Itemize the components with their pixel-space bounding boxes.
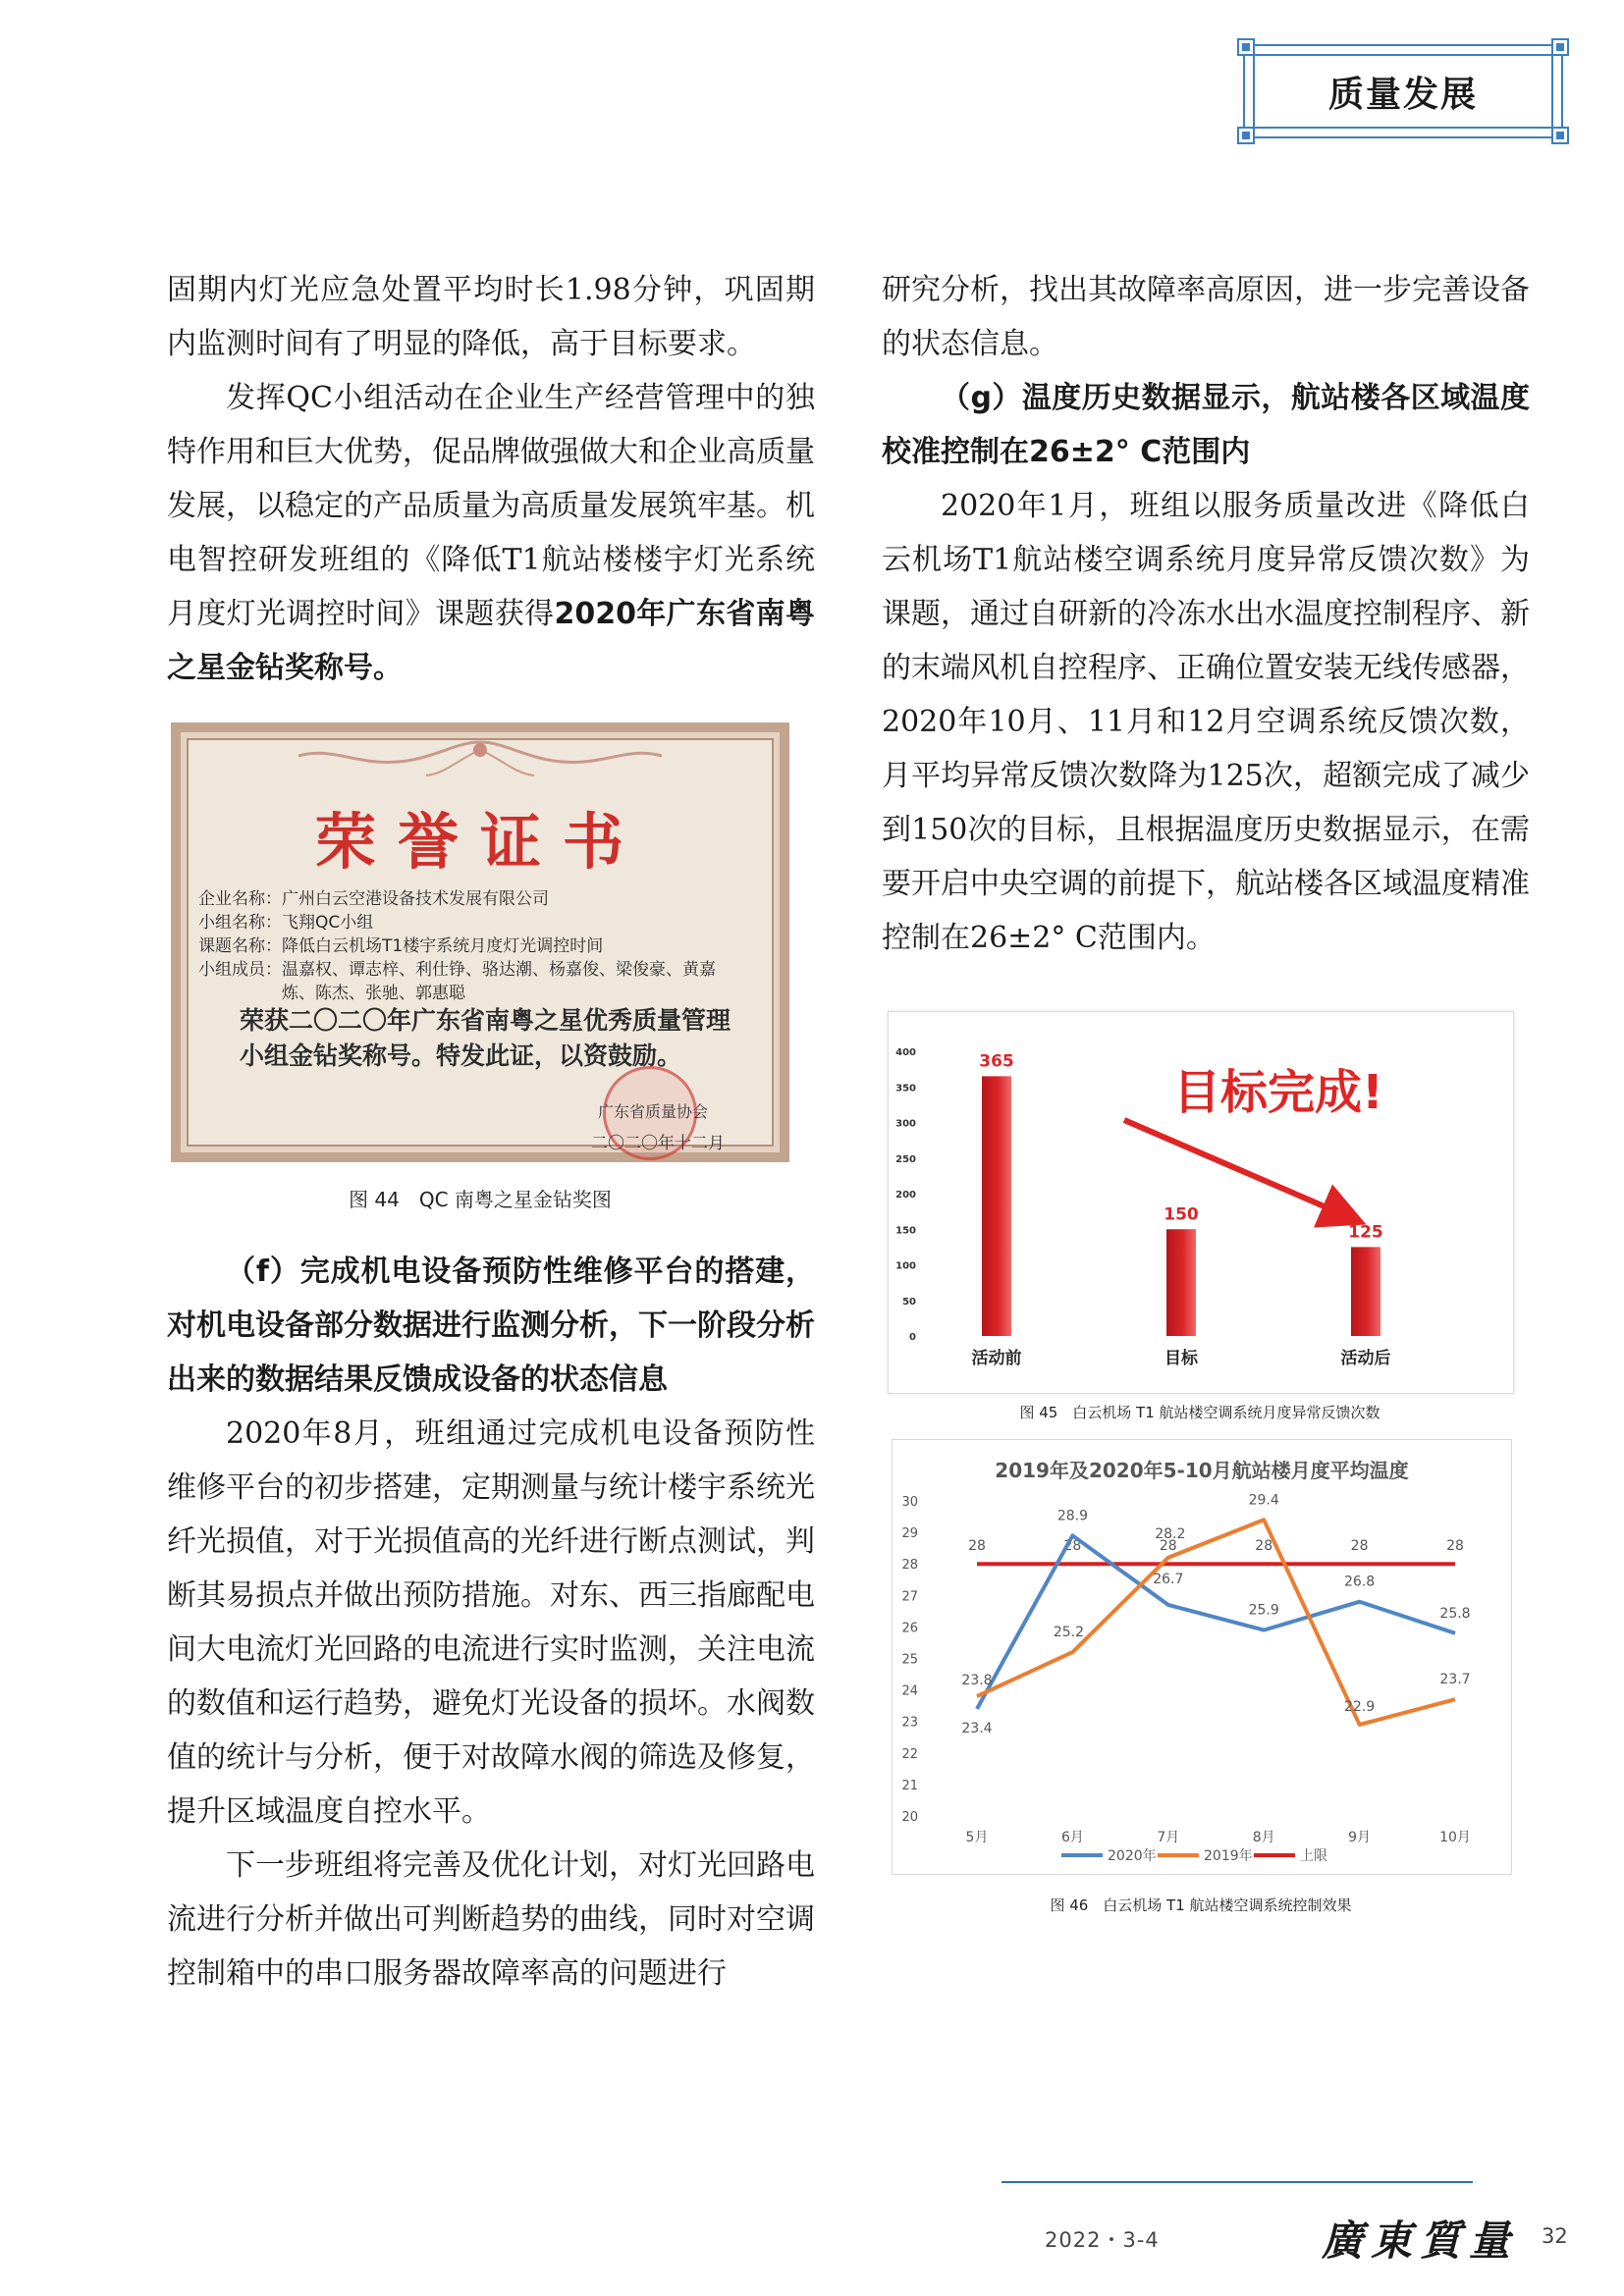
right-column xyxy=(882,263,1530,965)
section-heading-f: （f）完成机电设备预防性维修平台的搭建，对机电设备部分数据进行监测分析，下一阶段分析出来的数据结果反馈成设备的状态信息 xyxy=(167,1255,815,1397)
data-label: 28 xyxy=(1350,1538,1369,1555)
data-label: 26.7 xyxy=(1153,1571,1184,1587)
bar xyxy=(1351,1247,1380,1336)
certificate-field-value: 温嘉权、谭志梓、利仕铮、骆达潮、杨嘉俊、梁俊豪、黄嘉炼、陈杰、张驰、郭惠聪 xyxy=(282,960,716,1003)
certificate-title: 荣誉证书 xyxy=(314,806,645,878)
honor-certificate-image xyxy=(171,722,789,1162)
x-tick-label: 7月 xyxy=(1157,1830,1180,1845)
data-label: 28 xyxy=(1255,1538,1273,1555)
y-tick-label: 24 xyxy=(901,1683,918,1699)
x-tick-label: 10月 xyxy=(1439,1830,1471,1845)
data-label: 28 xyxy=(1063,1538,1082,1555)
bar-value-label: 125 xyxy=(1348,1222,1383,1243)
x-tick-label: 9月 xyxy=(1348,1830,1372,1845)
goal-achieved-annotation: 目标完成! xyxy=(1173,1065,1383,1120)
data-label: 28 xyxy=(1159,1538,1177,1555)
y-tick-label: 0 xyxy=(909,1332,916,1343)
data-label: 25.9 xyxy=(1248,1602,1279,1619)
data-label: 25.8 xyxy=(1439,1605,1471,1622)
left-column-lower xyxy=(167,1245,815,2001)
x-tick-label: 6月 xyxy=(1060,1830,1084,1845)
left-paragraph-4: 下一步班组将完善及优化计划，对灯光回路电流进行分析并做出可判断趋势的曲线，同时对空调控制箱中的串口服务器故障率高的问题进行 xyxy=(167,1848,815,1991)
bar xyxy=(982,1076,1011,1336)
y-tick-label: 20 xyxy=(901,1810,918,1825)
certificate-field xyxy=(198,911,748,934)
y-tick-label: 26 xyxy=(901,1621,918,1636)
y-tick-label: 250 xyxy=(895,1153,916,1165)
bar-value-label: 365 xyxy=(979,1051,1014,1072)
data-label: 25.2 xyxy=(1053,1625,1084,1641)
figure-44-caption: 图 44 QC 南粤之星金钻奖图 xyxy=(349,1188,612,1211)
x-tick-label: 8月 xyxy=(1252,1830,1275,1845)
y-tick-label: 100 xyxy=(895,1260,916,1272)
data-label: 29.4 xyxy=(1248,1492,1279,1509)
certificate-field xyxy=(198,934,748,958)
certificate-issuer: 广东省质量协会 xyxy=(598,1102,709,1121)
feedback-bar-chart xyxy=(888,1011,1514,1394)
y-tick-label: 30 xyxy=(901,1495,918,1510)
certificate-fields xyxy=(198,887,748,1005)
data-label: 23.4 xyxy=(961,1720,993,1736)
bar-value-label: 150 xyxy=(1164,1204,1199,1225)
certificate-award-text: 荣获二〇二〇年广东省南粤之星优秀质量管理小组金钻奖称号。特发此证，以资鼓励。 xyxy=(240,1006,731,1070)
y-tick-label: 28 xyxy=(901,1558,918,1574)
y-tick-label: 300 xyxy=(895,1118,916,1130)
left-paragraph-2 xyxy=(167,371,815,695)
y-tick-label: 350 xyxy=(895,1083,916,1095)
legend-label: 2020年 xyxy=(1108,1848,1157,1864)
chart-title: 2019年及2020年5-10月航站楼月度平均温度 xyxy=(995,1459,1409,1482)
certificate-date: 二〇二〇年十二月 xyxy=(591,1134,725,1153)
y-tick-label: 22 xyxy=(901,1746,918,1762)
y-tick-label: 400 xyxy=(895,1047,916,1058)
x-tick-label: 5月 xyxy=(965,1830,989,1845)
x-tick-label: 活动前 xyxy=(971,1349,1022,1368)
magazine-logo: 廣東質量 xyxy=(1322,2216,1519,2265)
data-label: 28 xyxy=(1446,1538,1464,1555)
y-tick-label: 23 xyxy=(901,1715,918,1731)
data-label: 28 xyxy=(968,1538,986,1555)
section-heading-g: （g）温度历史数据显示，航站楼各区域温度校准控制在26±2° C范围内 xyxy=(882,381,1530,469)
left-paragraph-3: 2020年8月，班组通过完成机电设备预防性维修平台的初步搭建，定期测量与统计楼宇系统光纤光损值，对于光损值高的光纤进行断点测试，判断其易损点并做出预防措施。对东、西三指廊配电间大电流灯光回路的电流进行实时监测，关注电流的数值和运行趋势，避免灯光设备的损坏。水阀数值的统计与分析，便于对故障水阀的筛选及修复，提升区域温度自控水平。 xyxy=(167,1416,815,1829)
left-column xyxy=(167,263,815,695)
trend-arrow xyxy=(1124,1120,1350,1217)
legend-label: 2019年 xyxy=(1204,1848,1253,1864)
left-paragraph-2-text: 发挥QC小组活动在企业生产经营管理中的独特作用和巨大优势，促品牌做强做大和企业高质量发展，以稳定的产品质量为高质量发展筑牢基。机电智控研发班组的《降低T1航站楼楼宇灯光系统月度灯光调控时间》课题获得 xyxy=(167,381,815,631)
data-label: 23.8 xyxy=(961,1673,993,1689)
right-paragraph-2: 2020年1月，班组以服务质量改进《降低白云机场T1航站楼空调系统月度异常反馈次数》为课题，通过自研新的冷冻水出水温度控制程序、新的末端风机自控程序、正确位置安装无线传感器，2020年10月、11月和12月空调系统反馈次数，月平均异常反馈次数降为125次，超额完成了减少到150次的目标，且根据温度历史数据显示，在需要开启中央空调的前提下，航站楼各区域温度精准控制在26±2° C范围内。 xyxy=(882,489,1530,955)
certificate-field-value: 降低白云机场T1楼宇系统月度灯光调控时间 xyxy=(282,936,604,956)
certificate-field-key: 课题名称： xyxy=(198,936,282,956)
y-tick-label: 21 xyxy=(901,1778,918,1793)
x-tick-label: 目标 xyxy=(1164,1349,1198,1368)
y-tick-label: 29 xyxy=(901,1526,918,1542)
page-number: 32 xyxy=(1542,2224,1568,2248)
data-label: 28.9 xyxy=(1056,1508,1088,1524)
certificate-field-value: 飞翔QC小组 xyxy=(282,913,374,933)
figure-46-caption: 图 46 白云机场 T1 航站楼空调系统控制效果 xyxy=(1050,1896,1352,1914)
certificate-field xyxy=(198,887,748,911)
footer-rule xyxy=(1001,2181,1473,2183)
certificate-field xyxy=(198,958,748,1005)
bar xyxy=(1166,1229,1196,1336)
section-badge xyxy=(1236,37,1570,145)
series-line xyxy=(977,1520,1455,1725)
y-tick-label: 150 xyxy=(895,1225,916,1237)
data-label: 26.8 xyxy=(1344,1574,1376,1590)
certificate-field-key: 小组成员： xyxy=(198,960,282,980)
figure-45-caption: 图 45 白云机场 T1 航站楼空调系统月度异常反馈次数 xyxy=(1019,1404,1380,1421)
temperature-line-chart xyxy=(892,1439,1512,1875)
x-tick-label: 活动后 xyxy=(1340,1349,1391,1368)
certificate-ornament xyxy=(181,736,780,785)
y-tick-label: 27 xyxy=(901,1589,918,1605)
y-tick-label: 50 xyxy=(902,1296,916,1308)
footer-issue: 2022・3-4 xyxy=(1045,2228,1160,2252)
certificate-field-key: 企业名称： xyxy=(198,889,282,909)
data-label: 22.9 xyxy=(1344,1698,1376,1715)
left-paragraph-1: 固期内灯光应急处置平均时长1.98分钟，巩固期内监测时间有了明显的降低，高于目标要求。 xyxy=(167,273,815,361)
data-label: 23.7 xyxy=(1439,1672,1471,1688)
right-paragraph-1: 研究分析，找出其故障率高原因，进一步完善设备的状态信息。 xyxy=(882,273,1530,361)
line-chart-svg xyxy=(893,1440,1511,1874)
data-label: 28.2 xyxy=(1155,1525,1186,1542)
certificate-field-value: 广州白云空港设备技术发展有限公司 xyxy=(282,889,549,909)
y-tick-label: 200 xyxy=(895,1190,916,1201)
series-line xyxy=(977,1535,1455,1709)
bar-chart-svg xyxy=(889,1012,1513,1393)
y-tick-label: 25 xyxy=(901,1652,918,1668)
section-title: 质量发展 xyxy=(1327,75,1478,115)
left-paragraph-2-award: 2020年广东省南粤之星金钻奖称号。 xyxy=(167,597,816,685)
legend-label: 上限 xyxy=(1300,1848,1327,1864)
certificate-field-key: 小组名称： xyxy=(198,913,282,933)
